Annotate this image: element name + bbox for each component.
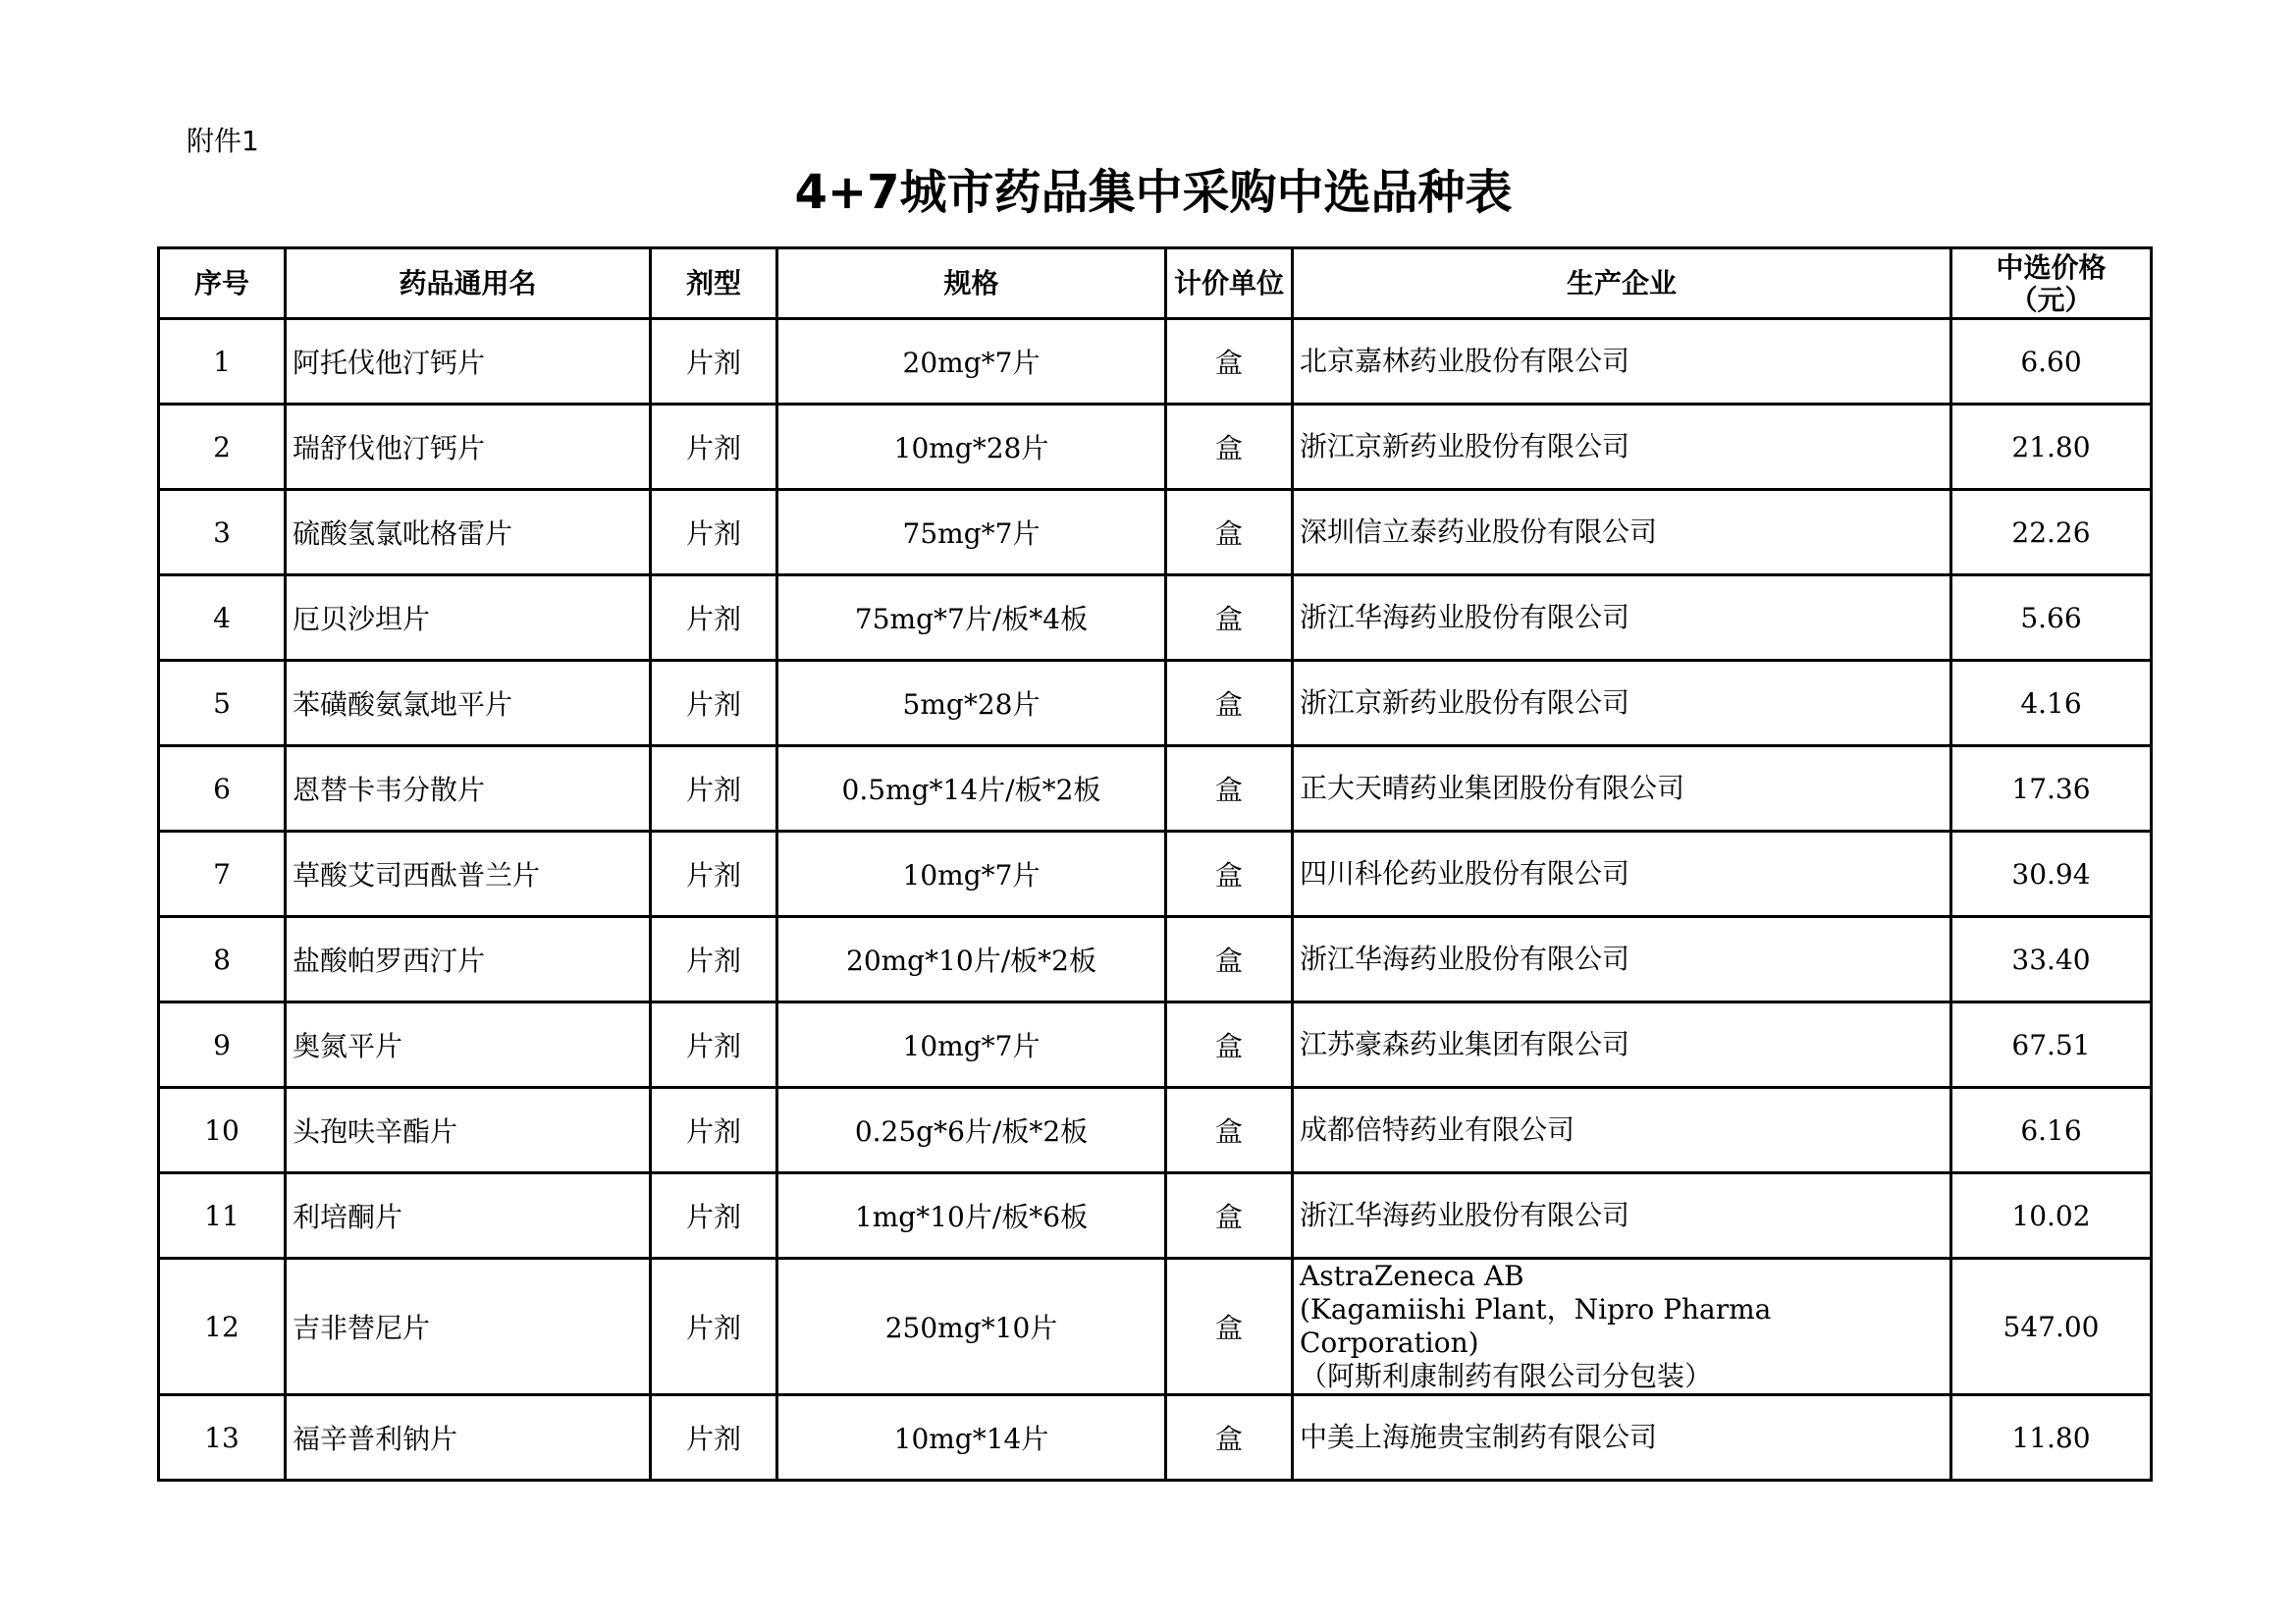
cell-manufacturer <box>1293 1259 1951 1395</box>
cell-drug-name: 瑞舒伐他汀钙片 <box>286 405 651 490</box>
cell-price: 22.26 <box>1951 490 2152 575</box>
cell-manufacturer: 成都倍特药业有限公司 <box>1293 1088 1951 1173</box>
cell-drug-name: 厄贝沙坦片 <box>286 575 651 661</box>
cell-drug-name: 吉非替尼片 <box>286 1259 651 1395</box>
header-drug-name: 药品通用名 <box>286 248 651 319</box>
cell-price: 5.66 <box>1951 575 2152 661</box>
table-row <box>159 1002 2152 1088</box>
cell-drug-name: 头孢呋辛酯片 <box>286 1088 651 1173</box>
cell-dosage-form: 片剂 <box>651 405 777 490</box>
cell-index: 12 <box>159 1259 286 1395</box>
header-manufacturer: 生产企业 <box>1293 248 1951 319</box>
cell-price: 21.80 <box>1951 405 2152 490</box>
table-row <box>159 1173 2152 1259</box>
cell-index: 2 <box>159 405 286 490</box>
cell-manufacturer: 江苏豪森药业集团有限公司 <box>1293 1002 1951 1088</box>
table-row <box>159 746 2152 832</box>
cell-unit: 盒 <box>1166 661 1293 746</box>
cell-dosage-form: 片剂 <box>651 1002 777 1088</box>
cell-unit: 盒 <box>1166 319 1293 405</box>
table-header-row <box>159 248 2152 319</box>
cell-spec: 10mg*28片 <box>777 405 1166 490</box>
cell-dosage-form: 片剂 <box>651 832 777 917</box>
cell-spec: 10mg*7片 <box>777 832 1166 917</box>
cell-index: 11 <box>159 1173 286 1259</box>
cell-manufacturer: 中美上海施贵宝制药有限公司 <box>1293 1395 1951 1481</box>
cell-unit: 盒 <box>1166 575 1293 661</box>
manufacturer-line: (Kagamiishi Plant，Nipro Pharma Corporation) <box>1300 1293 1772 1359</box>
table-row <box>159 832 2152 917</box>
cell-index: 6 <box>159 746 286 832</box>
cell-manufacturer: 北京嘉林药业股份有限公司 <box>1293 319 1951 405</box>
cell-dosage-form: 片剂 <box>651 1088 777 1173</box>
cell-spec: 5mg*28片 <box>777 661 1166 746</box>
cell-index: 10 <box>159 1088 286 1173</box>
cell-unit: 盒 <box>1166 1088 1293 1173</box>
cell-dosage-form: 片剂 <box>651 746 777 832</box>
cell-manufacturer: 浙江华海药业股份有限公司 <box>1293 1173 1951 1259</box>
header-unit: 计价单位 <box>1166 248 1293 319</box>
cell-price: 6.60 <box>1951 319 2152 405</box>
table-row <box>159 490 2152 575</box>
cell-dosage-form: 片剂 <box>651 1173 777 1259</box>
table-row <box>159 661 2152 746</box>
cell-unit: 盒 <box>1166 1259 1293 1395</box>
cell-drug-name: 苯磺酸氨氯地平片 <box>286 661 651 746</box>
header-price-unit: （元） <box>2009 283 2093 316</box>
cell-dosage-form: 片剂 <box>651 575 777 661</box>
table-row <box>159 405 2152 490</box>
table-row <box>159 917 2152 1002</box>
header-spec: 规格 <box>777 248 1166 319</box>
cell-manufacturer: 浙江京新药业股份有限公司 <box>1293 661 1951 746</box>
cell-unit: 盒 <box>1166 405 1293 490</box>
cell-drug-name: 硫酸氢氯吡格雷片 <box>286 490 651 575</box>
header-dosage-form: 剂型 <box>651 248 777 319</box>
cell-dosage-form: 片剂 <box>651 490 777 575</box>
drug-table <box>157 246 2153 1482</box>
cell-drug-name: 阿托伐他汀钙片 <box>286 319 651 405</box>
cell-manufacturer: 浙江华海药业股份有限公司 <box>1293 917 1951 1002</box>
header-price <box>1951 248 2152 319</box>
cell-dosage-form: 片剂 <box>651 319 777 405</box>
cell-spec: 20mg*7片 <box>777 319 1166 405</box>
cell-manufacturer: 深圳信立泰药业股份有限公司 <box>1293 490 1951 575</box>
cell-price: 11.80 <box>1951 1395 2152 1481</box>
cell-price: 547.00 <box>1951 1259 2152 1395</box>
cell-unit: 盒 <box>1166 746 1293 832</box>
cell-manufacturer: 浙江华海药业股份有限公司 <box>1293 575 1951 661</box>
cell-index: 7 <box>159 832 286 917</box>
cell-price: 30.94 <box>1951 832 2152 917</box>
cell-index: 1 <box>159 319 286 405</box>
cell-dosage-form: 片剂 <box>651 1259 777 1395</box>
cell-spec: 75mg*7片 <box>777 490 1166 575</box>
cell-manufacturer: 四川科伦药业股份有限公司 <box>1293 832 1951 917</box>
cell-manufacturer: 浙江京新药业股份有限公司 <box>1293 405 1951 490</box>
cell-spec: 10mg*14片 <box>777 1395 1166 1481</box>
cell-index: 9 <box>159 1002 286 1088</box>
page-title: 4+7城市药品集中采购中选品种表 <box>794 165 1513 220</box>
cell-unit: 盒 <box>1166 1395 1293 1481</box>
cell-price: 4.16 <box>1951 661 2152 746</box>
table-row <box>159 575 2152 661</box>
cell-drug-name: 福辛普利钠片 <box>286 1395 651 1481</box>
cell-unit: 盒 <box>1166 1173 1293 1259</box>
cell-spec: 1mg*10片/板*6板 <box>777 1173 1166 1259</box>
cell-drug-name: 奥氮平片 <box>286 1002 651 1088</box>
cell-unit: 盒 <box>1166 832 1293 917</box>
cell-spec: 10mg*7片 <box>777 1002 1166 1088</box>
cell-price: 17.36 <box>1951 746 2152 832</box>
cell-price: 67.51 <box>1951 1002 2152 1088</box>
table-row <box>159 1395 2152 1481</box>
cell-dosage-form: 片剂 <box>651 1395 777 1481</box>
header-index: 序号 <box>159 248 286 319</box>
cell-dosage-form: 片剂 <box>651 661 777 746</box>
manufacturer-line: AstraZeneca AB <box>1300 1260 1524 1292</box>
cell-drug-name: 利培酮片 <box>286 1173 651 1259</box>
header-price-label: 中选价格 <box>1996 250 2107 284</box>
cell-unit: 盒 <box>1166 1002 1293 1088</box>
cell-spec: 250mg*10片 <box>777 1259 1166 1395</box>
cell-price: 10.02 <box>1951 1173 2152 1259</box>
table-row <box>159 1088 2152 1173</box>
cell-price: 33.40 <box>1951 917 2152 1002</box>
table-row <box>159 1259 2152 1395</box>
cell-index: 3 <box>159 490 286 575</box>
table-row <box>159 319 2152 405</box>
cell-spec: 0.5mg*14片/板*2板 <box>777 746 1166 832</box>
cell-spec: 75mg*7片/板*4板 <box>777 575 1166 661</box>
cell-spec: 0.25g*6片/板*2板 <box>777 1088 1166 1173</box>
cell-index: 4 <box>159 575 286 661</box>
cell-price: 6.16 <box>1951 1088 2152 1173</box>
cell-index: 13 <box>159 1395 286 1481</box>
cell-spec: 20mg*10片/板*2板 <box>777 917 1166 1002</box>
cell-unit: 盒 <box>1166 490 1293 575</box>
cell-manufacturer: 正大天晴药业集团股份有限公司 <box>1293 746 1951 832</box>
cell-index: 8 <box>159 917 286 1002</box>
cell-dosage-form: 片剂 <box>651 917 777 1002</box>
cell-drug-name: 盐酸帕罗西汀片 <box>286 917 651 1002</box>
attachment-label: 附件1 <box>187 125 259 157</box>
cell-index: 5 <box>159 661 286 746</box>
cell-drug-name: 恩替卡韦分散片 <box>286 746 651 832</box>
cell-drug-name: 草酸艾司西酞普兰片 <box>286 832 651 917</box>
cell-unit: 盒 <box>1166 917 1293 1002</box>
manufacturer-line: （阿斯利康制药有限公司分包装） <box>1300 1360 1713 1392</box>
